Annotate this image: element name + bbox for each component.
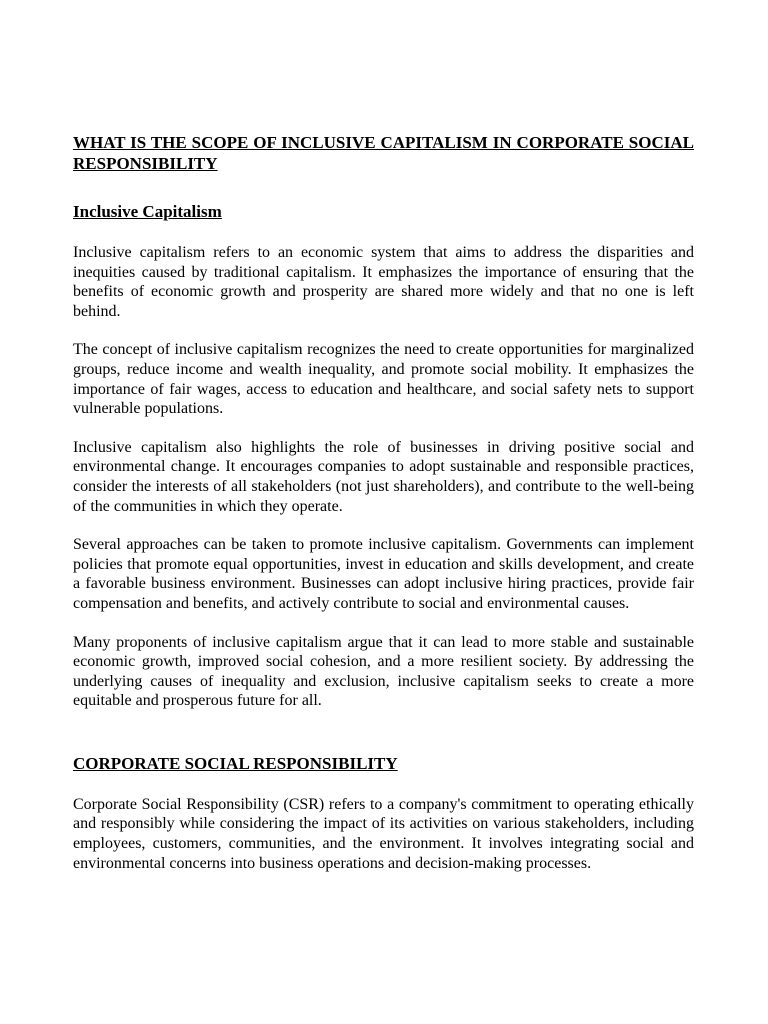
paragraph: Corporate Social Responsibility (CSR) refers to a company's commitment to operating ethically and responsibly while considering the impact of its activities on various stakeholders, including employees, customers, communities, and the environment. It involves integrating social and environmental concerns into business operations and decision-making processes. <box>73 795 694 872</box>
paragraph: The concept of inclusive capitalism recognizes the need to create opportunities for marginalized groups, reduce income and wealth inequality, and promote social mobility. It emphasizes the importance of fair wages, access to education and healthcare, and social safety nets to support vulnerable populations. <box>73 341 694 418</box>
document-body <box>73 132 694 873</box>
section-corporate-social-responsibility <box>73 753 694 873</box>
paragraph: Inclusive capitalism refers to an economic system that aims to address the disparities and inequities caused by traditional capitalism. It emphasizes the importance of ensuring that the benefits of economic growth and prosperity are shared more widely and that no one is left behind. <box>73 244 694 320</box>
section-heading: Inclusive Capitalism <box>73 202 222 221</box>
paragraph: Inclusive capitalism also highlights the role of businesses in driving positive social and environmental change. It encourages companies to adopt sustainable and responsible practices, consider the interests of all stakeholders (not just shareholders), and contribute to the well-being of the communities in which they operate. <box>73 438 694 515</box>
document-title: WHAT IS THE SCOPE OF INCLUSIVE CAPITALISM IN CORPORATE SOCIAL RESPONSIBILITY <box>73 133 694 173</box>
section-heading: CORPORATE SOCIAL RESPONSIBILITY <box>73 753 398 773</box>
paragraph: Several approaches can be taken to promote inclusive capitalism. Governments can implement policies that promote equal opportunities, invest in education and skills development, and create a favorable business environment. Businesses can adopt inclusive hiring practices, provide fair compensation and benefits, and actively contribute to social and environmental causes. <box>73 536 694 612</box>
paragraph: Many proponents of inclusive capitalism argue that it can lead to more stable and sustainable economic growth, improved social cohesion, and a more resilient society. By addressing the underlying causes of inequality and exclusion, inclusive capitalism seeks to create a more equitable and prosperous future for all. <box>73 633 694 710</box>
section-inclusive-capitalism <box>73 201 694 711</box>
